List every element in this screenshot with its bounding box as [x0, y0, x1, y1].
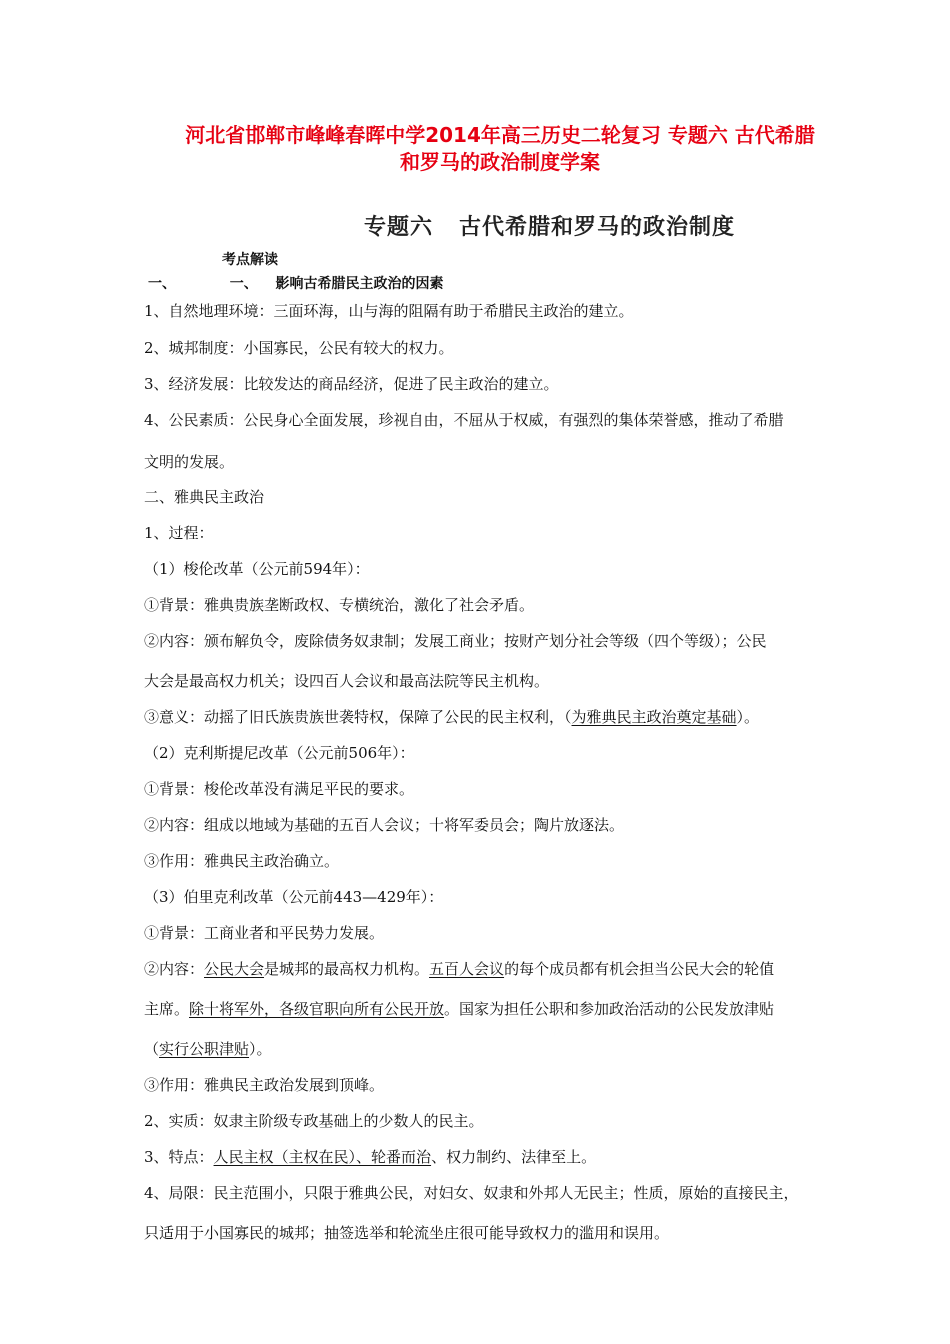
underlined-text: 除十将军外，各级官职向所有公民开放 — [189, 1000, 445, 1018]
text-span: ）。 — [736, 708, 760, 726]
underlined-text: 公民大会 — [204, 960, 265, 978]
text-line: 3、经济发展：比较发达的商品经济，促进了民主政治的建立。 — [144, 375, 559, 393]
text-line: ①背景：工商业者和平民势力发展。 — [144, 924, 385, 942]
underlined-text: 人民主权（主权在民）、轮番而治 — [213, 1148, 432, 1166]
underlined-text: 五百人会议 — [429, 960, 505, 978]
text-span: 3、特点： — [144, 1148, 214, 1166]
text-span: 。国家为担任公职和参加政治活动的公民发放津贴 — [444, 1000, 775, 1018]
text-line — [144, 998, 864, 1019]
text-line: 4、公民素质：公民身心全面发展，珍视自由，不屈从于权威，有强烈的集体荣誉感，推动了希腊 — [144, 411, 784, 429]
heading-factors — [148, 273, 444, 293]
text-line: 1、自然地理环境：三面环海，山与海的阻隔有助于希腊民主政治的建立。 — [144, 302, 634, 320]
text-line: 二、雅典民主政治 — [144, 488, 265, 506]
text-line — [144, 1146, 864, 1167]
document-title — [130, 122, 870, 176]
text-line: 只适用于小国寡民的城邦；抽签选举和轮流坐庄很可能导致权力的滥用和误用。 — [144, 1224, 670, 1242]
text-span: 主席。 — [144, 1000, 190, 1018]
text-line: ③作用：雅典民主政治确立。 — [144, 852, 340, 870]
text-line: 1、过程： — [144, 524, 214, 542]
text-line — [144, 1038, 864, 1059]
text-line: ②内容：颁布解负令，废除债务奴隶制；发展工商业；按财产划分社会等级（四个等级）；公民 — [144, 632, 767, 650]
text-line: ①背景：梭伦改革没有满足平民的要求。 — [144, 780, 415, 798]
text-line: ③作用：雅典民主政治发展到顶峰。 — [144, 1076, 385, 1094]
heading-number-a: 一、 — [148, 276, 176, 292]
text-line: 2、实质：奴隶主阶级专政基础上的少数人的民主。 — [144, 1112, 484, 1130]
section-subtitle — [364, 210, 735, 241]
text-span: （ — [144, 1040, 160, 1058]
text-line: 2、城邦制度：小国寡民，公民有较大的权力。 — [144, 339, 454, 357]
text-span: 的每个成员都有机会担当公民大会的轮值 — [504, 960, 775, 978]
text-line: 文明的发展。 — [144, 453, 235, 471]
heading-text: 影响古希腊民主政治的因素 — [275, 276, 444, 292]
underlined-text: 为雅典民主政治奠定基础 — [571, 708, 737, 726]
title-line-1: 河北省邯郸市峰峰春晖中学2014年高三历史二轮复习 专题六 古代希腊 — [185, 123, 815, 147]
text-line — [144, 958, 864, 979]
text-line: 大会是最高权力机关；设四百人会议和最高法院等民主机构。 — [144, 672, 550, 690]
underlined-text: 实行公职津贴 — [159, 1040, 250, 1058]
text-span: ③意义：动摇了旧氏族贵族世袭特权，保障了公民的民主权利，（ — [144, 708, 572, 726]
subtitle-topic-name: 古代希腊和罗马的政治制度 — [459, 215, 736, 240]
text-line: ①背景：雅典贵族垄断政权、专横统治，激化了社会矛盾。 — [144, 596, 535, 614]
text-line: 4、局限：民主范围小，只限于雅典公民，对妇女、奴隶和外邦人无民主；性质，原始的直接民主， — [144, 1184, 799, 1202]
title-line-2: 和罗马的政治制度学案 — [400, 150, 600, 174]
text-line: （1）梭伦改革（公元前594年）： — [144, 560, 370, 578]
text-line: （3）伯里克利改革（公元前443—429年）： — [144, 888, 444, 906]
text-span: ）。 — [249, 1040, 272, 1058]
text-span: 、权力制约、法律至上。 — [431, 1148, 597, 1166]
kaodian-heading: 考点解读 — [222, 252, 278, 268]
text-line: （2）克利斯提尼改革（公元前506年）： — [144, 744, 415, 762]
subtitle-topic-number: 专题六 — [364, 215, 434, 240]
text-line — [144, 706, 864, 727]
text-line: ②内容：组成以地域为基础的五百人会议；十将军委员会；陶片放逐法。 — [144, 816, 625, 834]
text-span: 是城邦的最高权力机构。 — [264, 960, 430, 978]
heading-number-b: 一、 — [229, 276, 258, 292]
text-span: ②内容： — [144, 960, 205, 978]
